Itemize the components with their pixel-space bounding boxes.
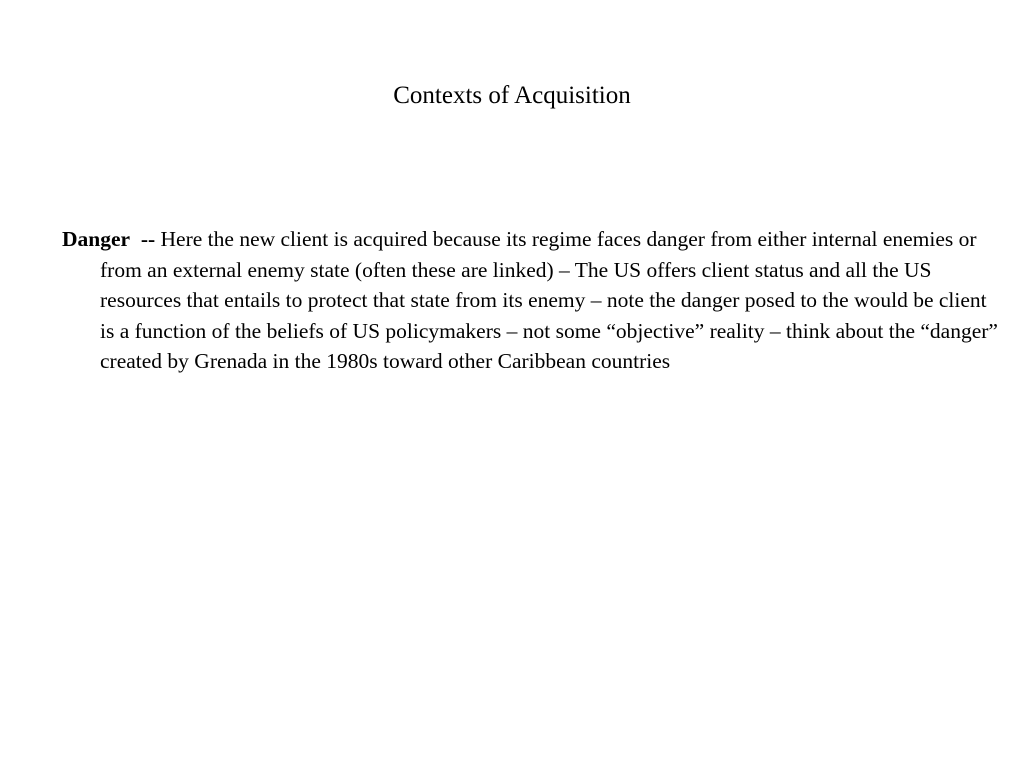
slide-body-paragraph xyxy=(62,224,1000,377)
body-text: Here the new client is acquired because its regime faces danger from either internal enemies or from an external enemy state (often these are linked) – The US offers client status and all the US resources that entails to protect that state from its enemy – note the danger posed to the would be client is a function of the beliefs of US policymakers – not some “objective” reality – think about the “danger” created by Grenada in the 1980s toward other Caribbean countries xyxy=(100,227,998,373)
slide-title: Contexts of Acquisition xyxy=(393,82,631,109)
term-separator: -- xyxy=(140,227,156,251)
term-label: Danger xyxy=(62,227,131,251)
